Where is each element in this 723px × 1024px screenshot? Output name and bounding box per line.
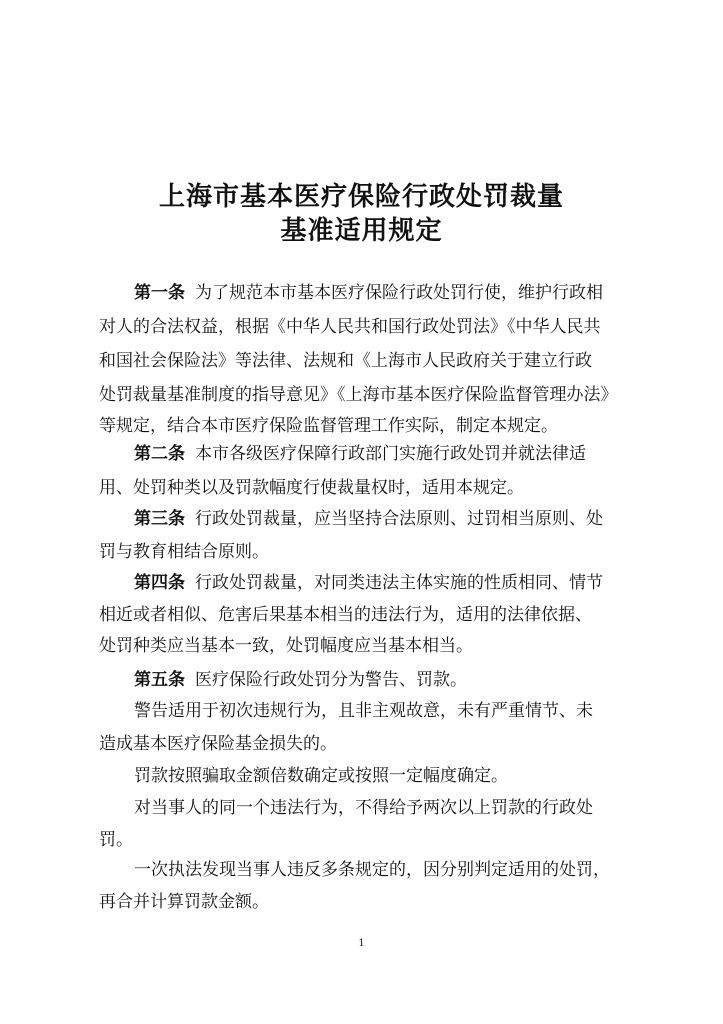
paragraph-1-line-1: 警告适用于初次违规行为，且非主观故意，未有严重情节、未 [134, 701, 593, 721]
document-title-line-1: 上海市基本医疗保险行政处罚裁量 [158, 182, 564, 212]
paragraph-4-line-2: 再合并计算罚款金额。 [99, 892, 269, 912]
article-4-line-1 [134, 571, 603, 595]
document-title-line-2: 基准适用规定 [280, 216, 443, 246]
article-2-text-1: 本市各级医疗保障行政部门实施行政处罚并就法律适 [195, 444, 586, 464]
page-number: 1 [358, 938, 365, 949]
article-4-line-2: 相近或者相似、危害后果基本相当的违法行为，适用的法律依据、 [99, 605, 592, 625]
article-3-label: 第三条 [134, 509, 185, 529]
article-1-line-2: 对人的合法权益，根据《中华人民共和国行政处罚法》《中华人民共 [99, 317, 601, 337]
paragraph-1-line-2: 造成基本医疗保险基金损失的。 [99, 734, 337, 754]
article-1-line-1 [134, 281, 603, 305]
article-4-line-3: 处罚种类应当基本一致，处罚幅度应当基本相当。 [99, 636, 473, 656]
article-4-text-1: 行政处罚裁量，对同类违法主体实施的性质相同、情节 [195, 573, 603, 593]
article-1-line-3: 和国社会保险法》等法律、法规和《上海市人民政府关于建立行政 [99, 351, 592, 371]
article-3-line-1 [134, 507, 603, 531]
article-5-label: 第五条 [134, 670, 185, 690]
article-1-label: 第一条 [134, 283, 185, 303]
article-1-text-1: 为了规范本市基本医疗保险行政处罚行使，维护行政相 [195, 283, 603, 303]
article-2-label: 第二条 [134, 444, 185, 464]
article-1-line-5: 等规定，结合本市医疗保险监督管理工作实际，制定本规定。 [99, 416, 558, 436]
paragraph-2-line-1: 罚款按照骗取金额倍数确定或按照一定幅度确定。 [134, 766, 508, 786]
paragraph-4-line-1: 一次执法发现当事人违反多条规定的，因分别判定适用的处罚， [134, 860, 610, 880]
article-4-label: 第四条 [134, 573, 185, 593]
article-2-line-2: 用、处罚种类以及罚款幅度行使裁量权时，适用本规定。 [99, 478, 524, 498]
article-2-line-1 [134, 442, 586, 466]
article-3-text-1: 行政处罚裁量，应当坚持合法原则、过罚相当原则、处 [195, 509, 603, 529]
article-3-line-2: 罚与教育相结合原则。 [99, 542, 269, 562]
article-5-text-1: 医疗保险行政处罚分为警告、罚款。 [195, 670, 467, 690]
paragraph-3-line-1: 对当事人的同一个违法行为，不得给予两次以上罚款的行政处 [134, 798, 593, 818]
paragraph-3-line-2: 罚。 [99, 830, 133, 850]
article-1-line-4: 处罚裁量基准制度的指导意见》《上海市基本医疗保险监督管理办法》 [99, 385, 618, 405]
article-5-line-1 [134, 668, 467, 692]
